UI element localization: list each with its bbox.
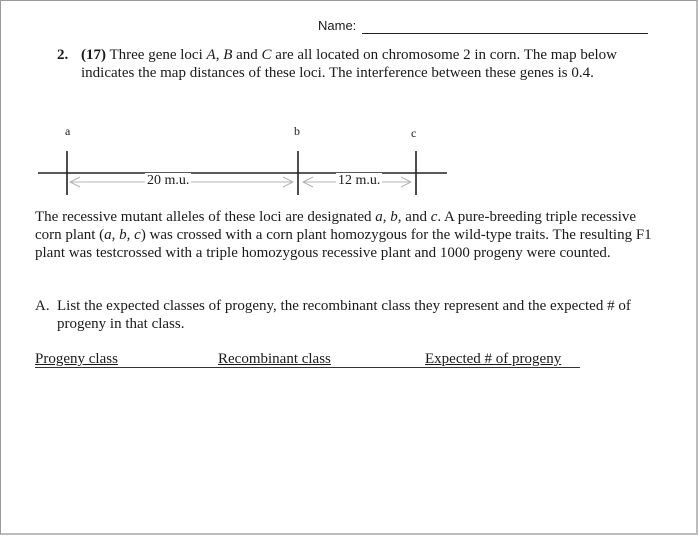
part-a-label: A. bbox=[35, 298, 50, 314]
question-text-1: Three gene loci bbox=[106, 47, 207, 63]
part-a bbox=[35, 297, 655, 333]
question-text-2: are all located on chromosome 2 in corn. The map below indicates the map distances of these loci. The interference between these genes is 0.4. bbox=[81, 47, 617, 81]
allele-c: c bbox=[430, 209, 438, 225]
para-sep-2: , and bbox=[397, 209, 431, 225]
name-blank-line bbox=[362, 33, 648, 34]
locus-label-c: c bbox=[411, 126, 417, 140]
sep-1: , bbox=[215, 47, 224, 63]
para-sep-1: , bbox=[382, 209, 391, 225]
header-progeny-class: Progeny class bbox=[35, 351, 118, 367]
allele-a: a bbox=[375, 209, 383, 225]
setup-paragraph bbox=[35, 208, 655, 262]
part-a-text: List the expected classes of progeny, the recombinant class they represent and the expected # of progeny in that class. bbox=[57, 298, 631, 332]
question-2 bbox=[57, 47, 652, 82]
locus-C: C bbox=[261, 47, 272, 63]
locus-A: A bbox=[206, 47, 216, 63]
question-points: (17) bbox=[81, 47, 106, 63]
name-label: Name: bbox=[318, 18, 357, 33]
para-sep-3: , bbox=[111, 227, 120, 243]
header-recombinant-class: Recombinant class bbox=[218, 351, 331, 367]
question-number: 2. bbox=[57, 47, 69, 63]
para-text-1: The recessive mutant alleles of these loci are designated bbox=[35, 209, 376, 225]
header-expected-progeny: Expected # of progeny bbox=[425, 351, 562, 367]
para-sep-4: , bbox=[126, 227, 135, 243]
genotype-c: c bbox=[134, 227, 141, 243]
allele-b: b bbox=[390, 209, 398, 225]
locus-B: B bbox=[223, 47, 233, 63]
gene-map bbox=[0, 118, 700, 198]
genotype-b: b bbox=[119, 227, 127, 243]
question-body bbox=[81, 47, 652, 82]
sep-2: and bbox=[232, 47, 262, 63]
para-text-2: . A pure-breeding triple recessive corn plant ( bbox=[35, 209, 637, 243]
locus-label-a: a bbox=[65, 124, 71, 138]
locus-label-b: b bbox=[294, 124, 300, 138]
interval-label-ab: 20 m.u. bbox=[147, 173, 190, 188]
para-text-3: ) was crossed with a corn plant homozygous for the wild-type traits. The resulting F1 plant was testcrossed with a triple homozygous recessive plant and 1000 progeny were counted. bbox=[35, 227, 652, 261]
genotype-a: a bbox=[104, 227, 112, 243]
interval-label-bc: 12 m.u. bbox=[338, 173, 381, 188]
